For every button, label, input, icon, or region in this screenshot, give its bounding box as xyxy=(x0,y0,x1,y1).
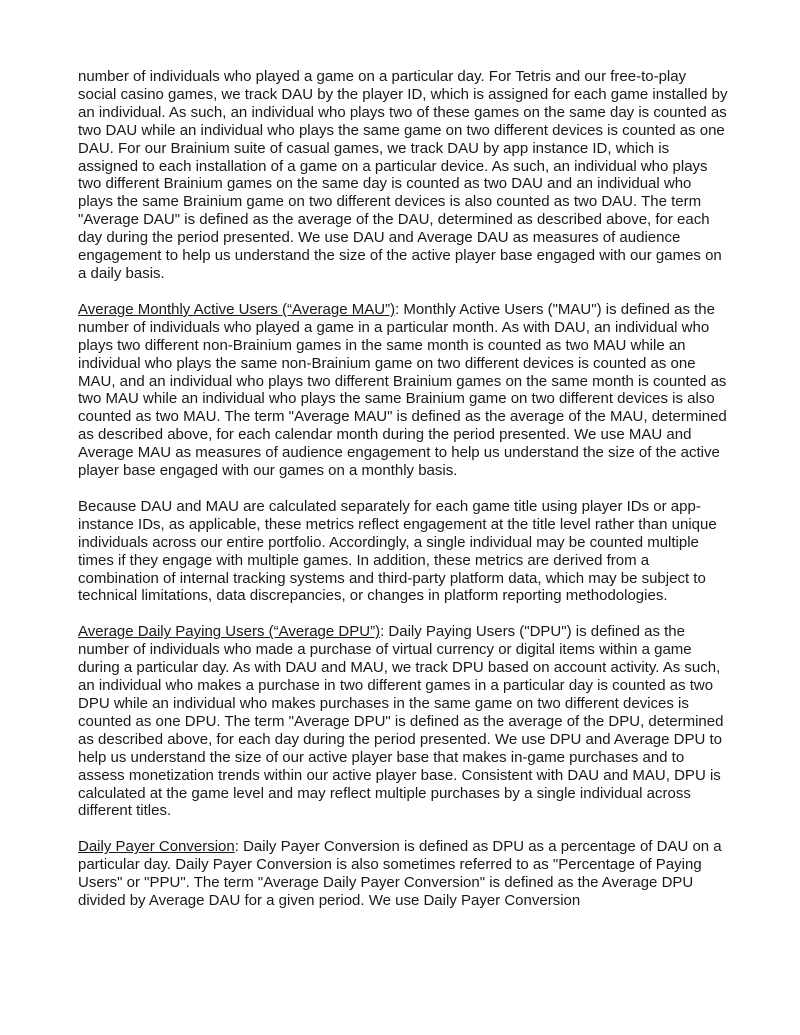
document-page xyxy=(78,68,728,928)
paragraph-metrics-caveat-text: Because DAU and MAU are calculated separately for each game title using player IDs or app-instance IDs, as applicable, these metrics reflect engagement at the title level rather than unique individuals across our entire portfolio. Accordingly, a single individual may be counted multiple times if they engage with multiple games. In addition, these metrics are derived from a combination of internal tracking systems and third-party platform data, which may be subject to technical limitations, data discrepancies, or changes in platform reporting methodologies. xyxy=(78,497,717,605)
term-average-dpu: Average Daily Paying Users (“Average DPU”) xyxy=(78,623,381,641)
paragraph-average-dpu xyxy=(78,623,728,820)
paragraph-average-mau xyxy=(78,301,728,480)
term-average-mau: Average Monthly Active Users (“Average MAU”) xyxy=(78,300,396,318)
paragraph-daily-payer-conversion xyxy=(78,838,728,910)
paragraph-metrics-caveat xyxy=(78,498,728,605)
paragraph-dau xyxy=(78,68,728,283)
paragraph-dau-text: number of individuals who played a game on a particular day. For Tetris and our free-to-play social casino games, we track DAU by the player ID, which is assigned for each game installed by an individual. As such, an individual who plays two of these games on the same day is counted as two DAU while an individual who plays the same game on two different devices is counted as one DAU. For our Brainium suite of casual games, we track DAU by app instance ID, which is assigned to each installation of a game on a particular device. As such, an individual who plays two different Brainium games on the same day is counted as two DAU and an individual who plays the same Brainium game on two different devices is also counted as two DAU. The term "Average DAU" is defined as the average of the DAU, determined as described above, for each day during the period presented. We use DAU and Average DAU as measures of audience engagement to help us understand the size of the active player base engaged with our games on a daily basis. xyxy=(78,68,728,282)
paragraph-daily-payer-conversion-text: : Daily Payer Conversion is defined as DPU as a percentage of DAU on a particular day. Daily Payer Conversion is also sometimes referred to as "Percentage of Paying Users" or "PPU". The term "Average Daily Payer Conversion" is defined as the Average DPU divided by Average DAU for a given period. We use Daily Payer Conversion xyxy=(78,838,722,910)
paragraph-average-mau-text: : Monthly Active Users ("MAU") is defined as the number of individuals who played a game in a particular month. As with DAU, an individual who plays two different non-Brainium games in the same month is counted as two MAU while an individual who plays the same non-Brainium game on two different devices is counted as one MAU, and an individual who plays two different Brainium games on the same month is counted as two MAU while an individual who plays the same Brainium game on two different devices is also counted as two MAU. The term "Average MAU" is defined as the average of the MAU, determined as described above, for each calendar month during the period presented. We use MAU and Average MAU as measures of audience engagement to help us understand the size of the active player base engaged with our games on a monthly basis. xyxy=(78,300,727,480)
paragraph-average-dpu-text: : Daily Paying Users ("DPU") is defined as the number of individuals who made a purchase of virtual currency or digital items within a game during a particular day. As with DAU and MAU, we track DPU based on account activity. As such, an individual who makes a purchase in two different games in a particular day is counted as two DPU while an individual who makes purchases in the same game on two different devices is counted as one DPU. The term "Average DPU" is defined as the average of the DPU, determined as described above, for each day during the period presented. We use DPU and Average DPU to help us understand the size of our active player base that makes in-game purchases and to assess monetization trends within our active player base. Consistent with DAU and MAU, DPU is calculated at the game level and may reflect multiple purchases by a single individual across different titles. xyxy=(78,623,724,820)
term-daily-payer-conversion: Daily Payer Conversion xyxy=(78,838,235,856)
